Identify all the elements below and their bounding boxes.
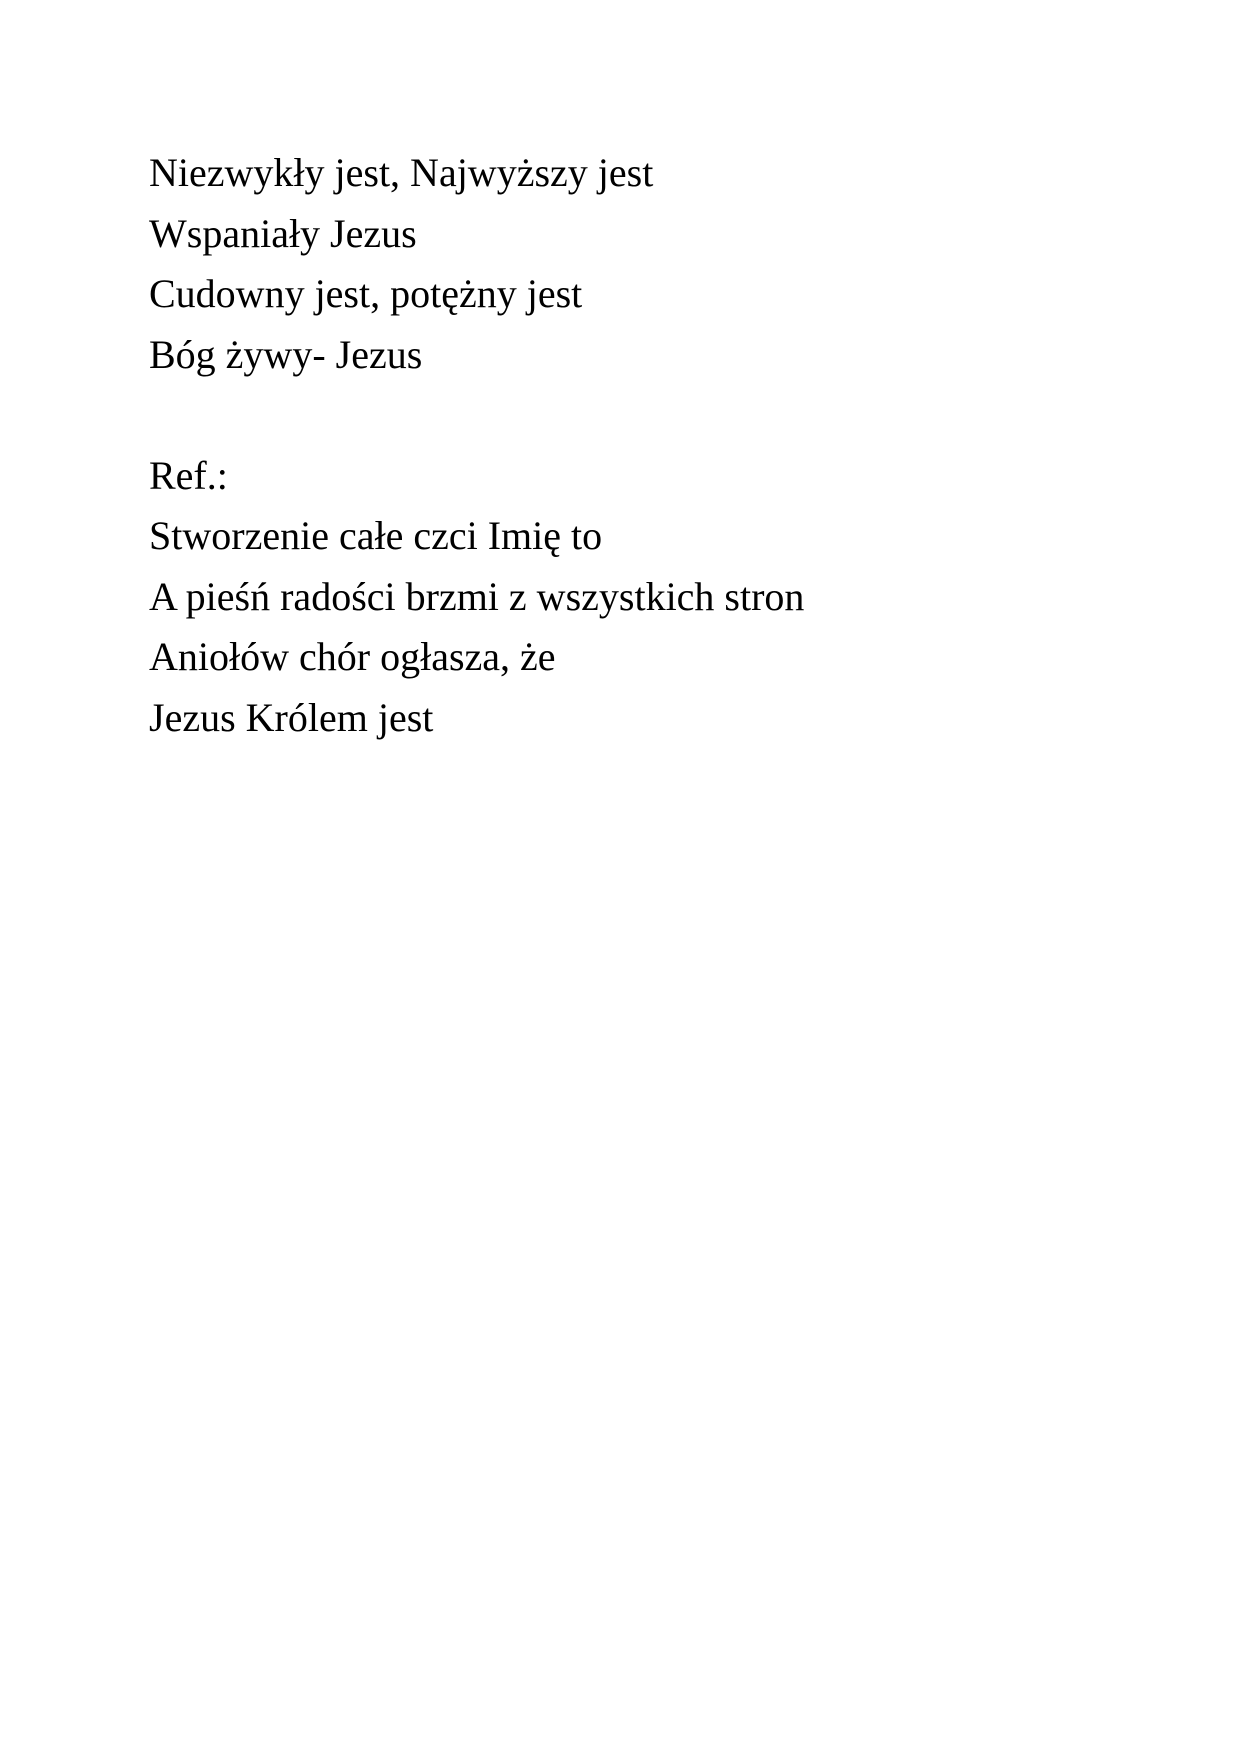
- refrain: [149, 446, 1149, 749]
- refrain-line: Aniołów chór ogłasza, że: [149, 634, 556, 679]
- verse-line: Cudowny jest, potężny jest: [149, 271, 583, 316]
- refrain-label: Ref.:: [149, 452, 228, 498]
- verse: [149, 143, 1149, 385]
- verse-line: Wspaniały Jezus: [149, 210, 417, 256]
- refrain-line: Stworzenie całe czci Imię to: [149, 513, 603, 558]
- stanza-gap: [149, 385, 1149, 446]
- document-page: [149, 143, 1149, 748]
- refrain-line: Jezus Królem jest: [149, 694, 434, 740]
- refrain-line: A pieśń radości brzmi z wszystkich stron: [149, 573, 805, 619]
- verse-line: Bóg żywy- Jezus: [149, 331, 423, 377]
- verse-line: Niezwykły jest, Najwyższy jest: [149, 150, 654, 195]
